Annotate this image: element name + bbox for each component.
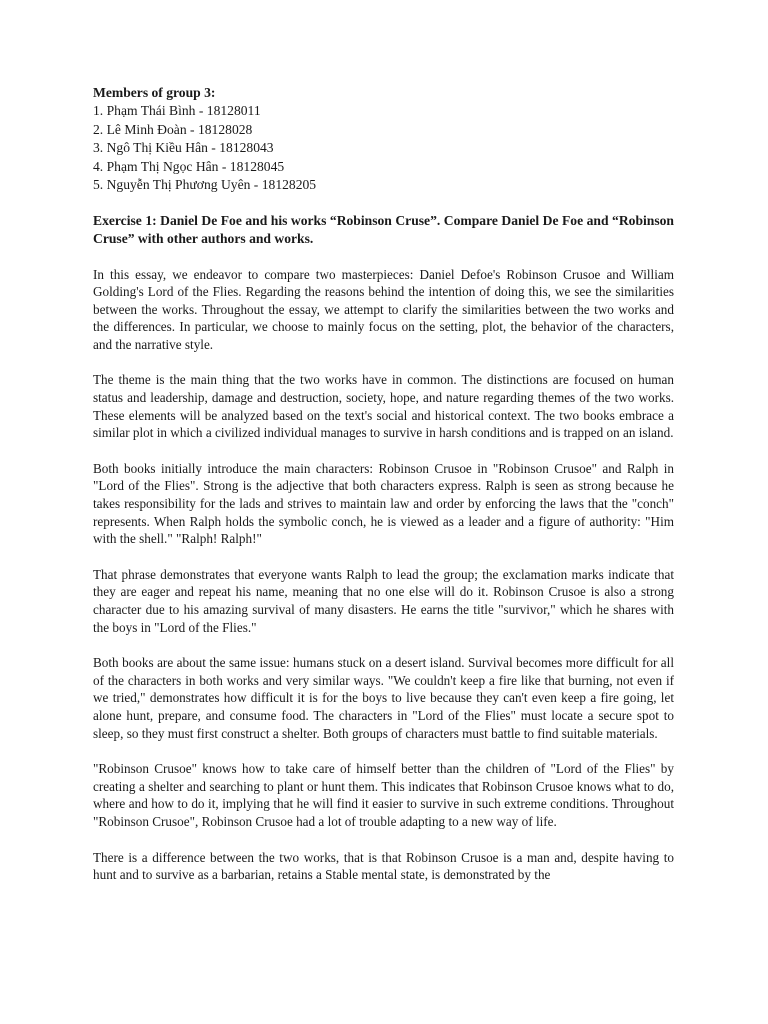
member-item: 3. Ngô Thị Kiều Hân - 18128043	[93, 140, 274, 155]
member-item: 5. Nguyễn Thị Phương Uyên - 18128205	[93, 177, 317, 192]
body-paragraph: In this essay, we endeavor to compare two masterpieces: Daniel Defoe's Robinson Crusoe and William Golding's Lord of the Flies. Regarding the reasons behind the intention of doing this, we see the similarities between the works. Throughout the essay, we attempt to clarify the similarities between the two works and the differences. In particular, we choose to mainly focus on the setting, plot, the behavior of the characters, and the narrative style.	[93, 266, 674, 352]
member-item: 4. Phạm Thị Ngọc Hân - 18128045	[93, 158, 285, 174]
body-paragraph: Both books initially introduce the main characters: Robinson Crusoe in "Robinson Crusoe" and Ralph in "Lord of the Flies". Strong is the adjective that both characters express. Ralph is seen as strong because he takes responsibility for the lads and strives to maintain law and order by enforcing the laws that the "conch" represents. When Ralph holds the symbolic conch, he is viewed as a leader and a figure of authority: "Him with the shell." "Ralph! Ralph!"	[93, 460, 674, 547]
body-paragraph: That phrase demonstrates that everyone wants Ralph to lead the group; the exclamation marks indicate that they are eager and repeat his name, meaning that no one else will do it. Robinson Crusoe is also a strong character due to his amazing survival of many disasters. He earns the title "survivor," which he shares with the boys in "Lord of the Flies."	[93, 566, 674, 635]
member-item: 2. Lê Minh Đoàn - 18128028	[93, 121, 253, 137]
members-heading: Members of group 3:	[93, 85, 216, 100]
member-item: 1. Phạm Thái Bình - 18128011	[93, 103, 261, 118]
body-paragraph: Both books are about the same issue: humans stuck on a desert island. Survival becomes more difficult for all of the characters in both works and very similar ways. "We couldn't keep a fire like that burning, not even if we tried," demonstrates how difficult it is for the boys to live because they can't even keep a fire going, let alone hunt, prepare, and consume food. The characters in "Lord of the Flies" must locate a secure spot to sleep, so they must first construct a shelter. Both groups of characters must battle to find suitable materials.	[93, 655, 674, 741]
exercise-heading: Exercise 1: Daniel De Foe and his works “Robinson Cruse”. Compare Daniel De Foe and “Robinson Cruse” with other authors and works.	[93, 212, 674, 246]
document-page	[93, 84, 674, 884]
body-paragraph: There is a difference between the two works, that is that Robinson Crusoe is a man and, despite having to hunt and to survive as a barbarian, retains a Stable mental state, is demonstrated by the	[93, 849, 674, 883]
body-paragraph: The theme is the main thing that the two works have in common. The distinctions are focused on human status and leadership, damage and destruction, society, hope, and nature regarding themes of the two works. These elements will be analyzed based on the text's social and historical context. The two books embrace a similar plot in which a civilized individual manages to survive in harsh conditions and is trapped on an island.	[93, 372, 674, 441]
body-paragraph: "Robinson Crusoe" knows how to take care of himself better than the children of "Lord of the Flies" by creating a shelter and searching to plant or hunt them. This indicates that Robinson Crusoe knows what to do, where and how to do it, implying that he will find it easier to survive in such extreme conditions. Throughout "Robinson Crusoe", Robinson Crusoe had a lot of trouble adapting to a new way of life.	[93, 761, 674, 829]
